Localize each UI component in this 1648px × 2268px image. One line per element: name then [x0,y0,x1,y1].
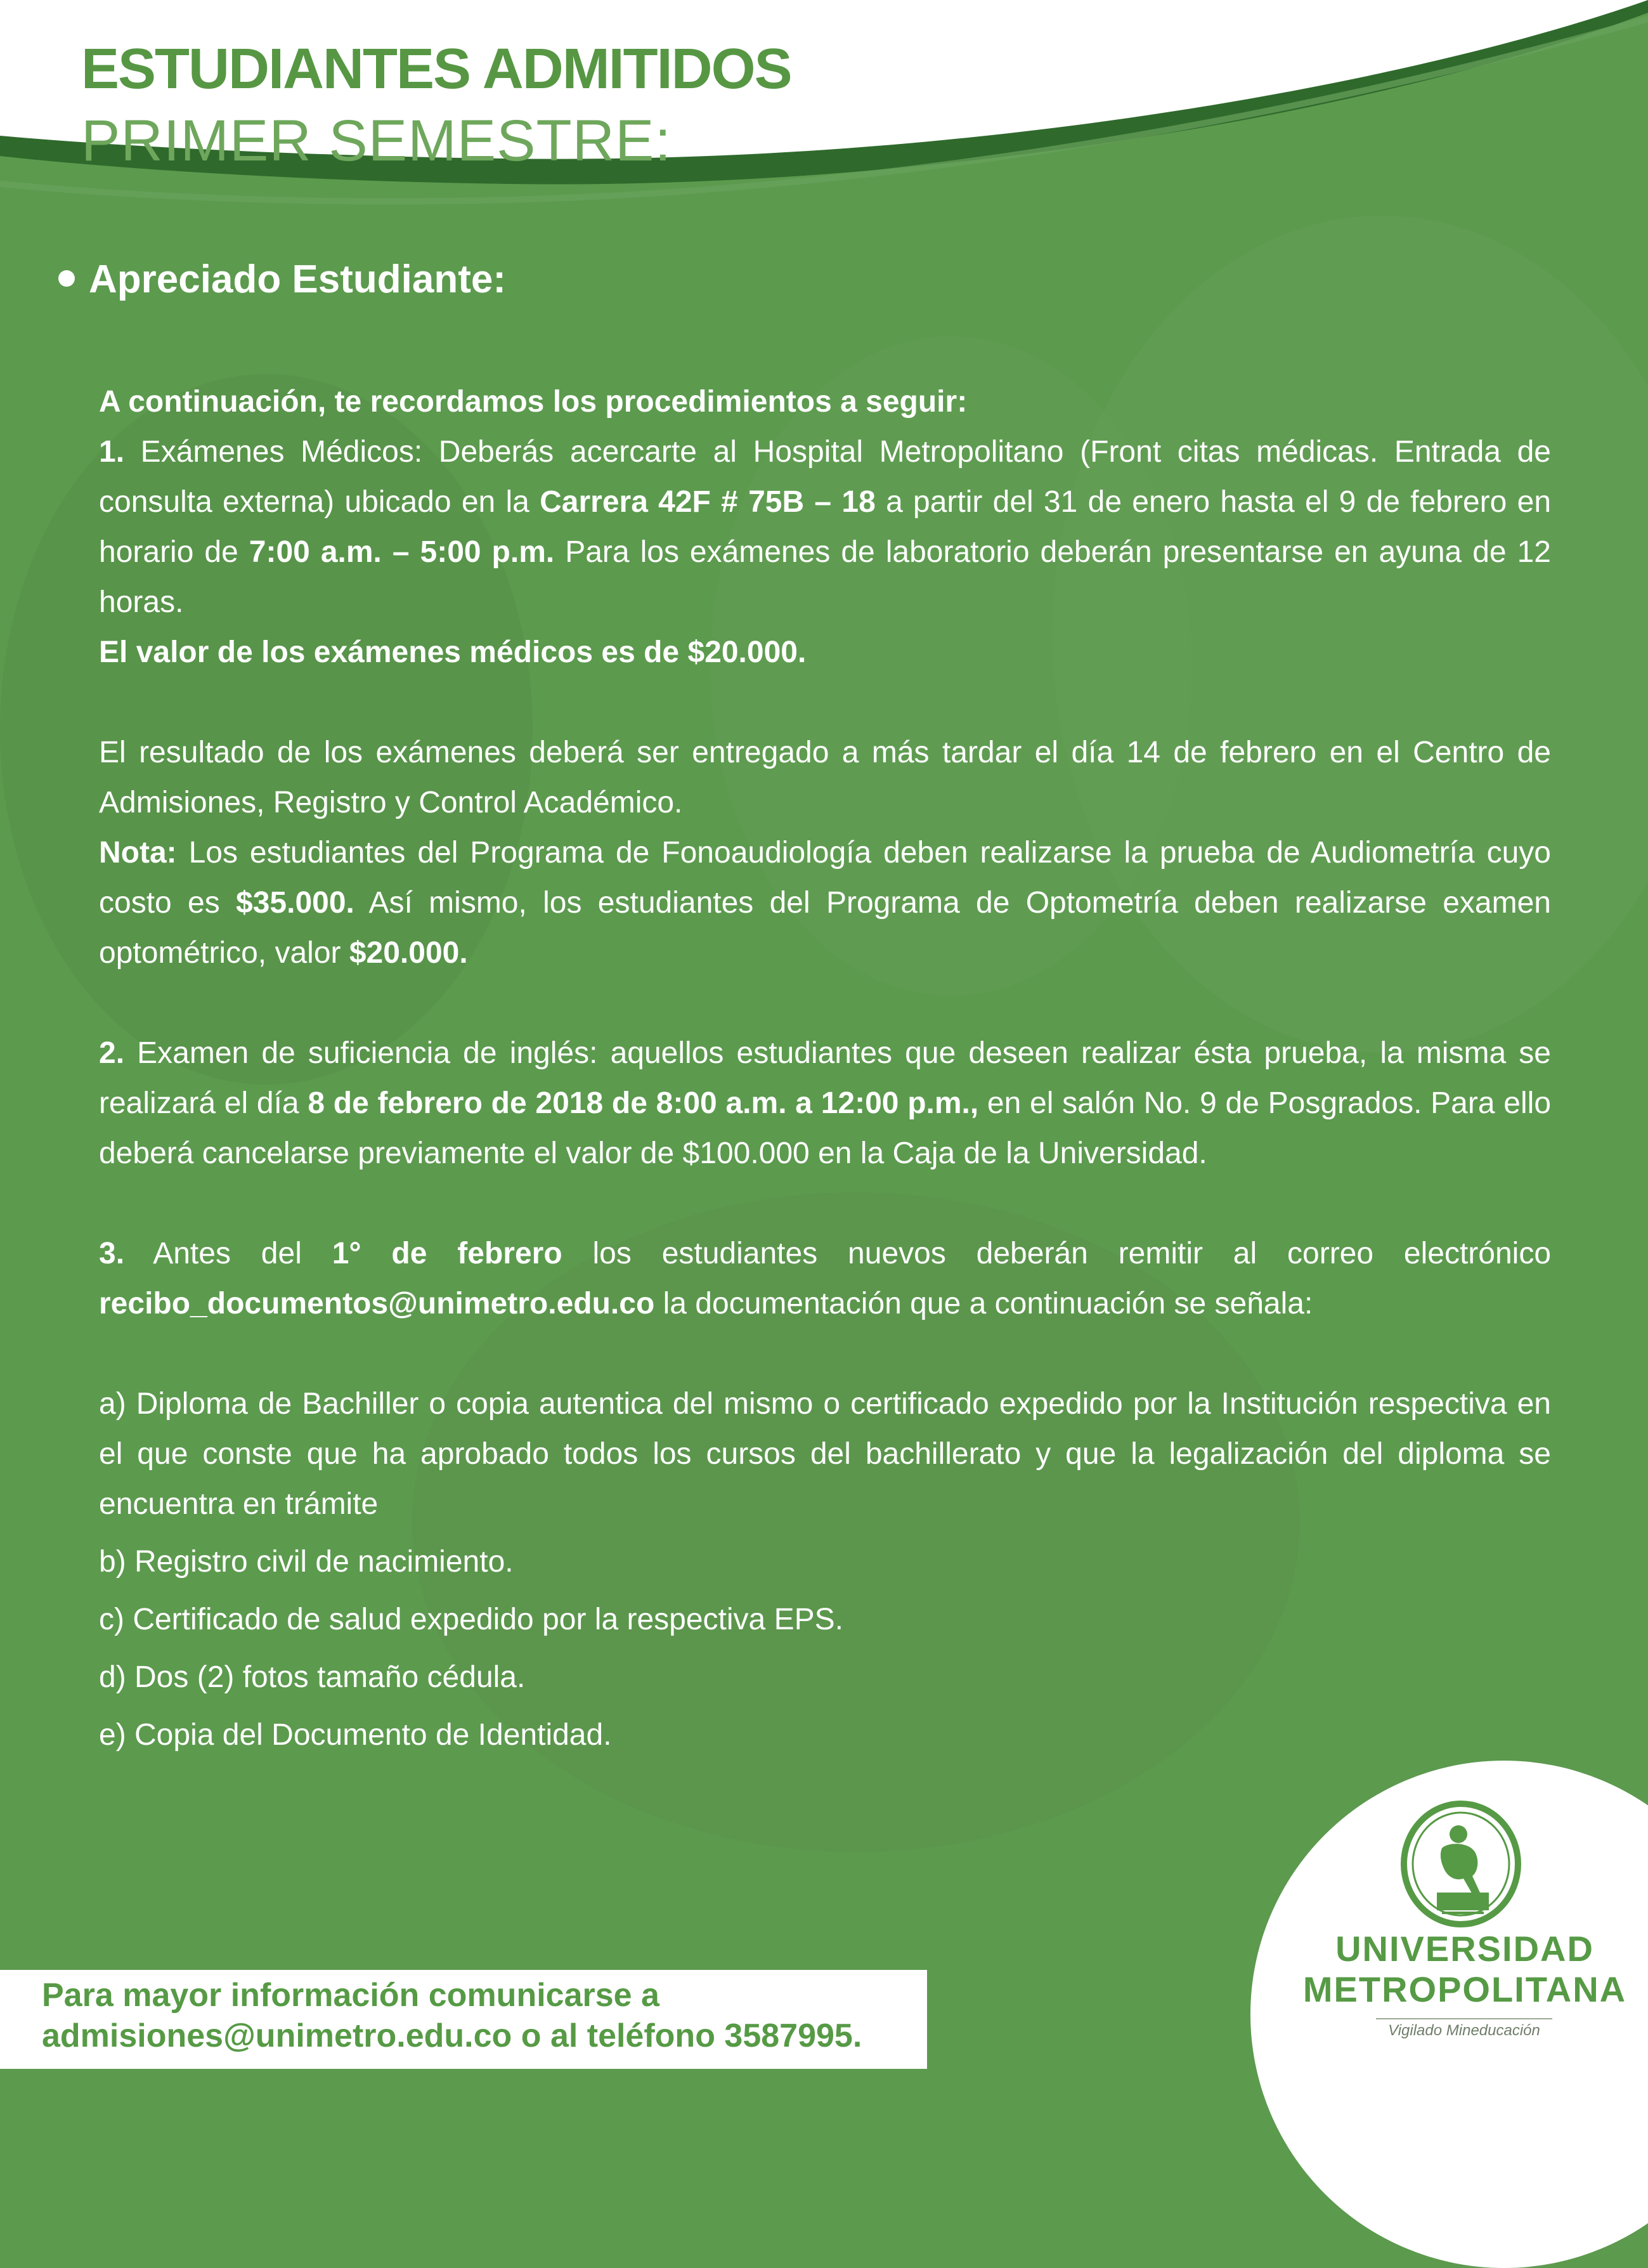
document-item: d) Dos (2) fotos tamaño cédula. [99,1660,526,1694]
contact-info [42,1975,862,2056]
item-1-medical-exams: 1. Exámenes Médicos: Deberás acercarte al Hospital Metropolitano (Front citas médicas. Entrada de consulta externa) ubicado en la Carrera 42F # 75B – 18 a partir del 31 de enero hasta el 9 de febrero en horario de 7:00 a.m. – 5:00 p.m. Para los exámenes de laboratorio deberán presentarse en ayuna de 12 horas. [99,435,1552,619]
documents-email-link[interactable]: recibo_documentos@unimetro.edu.co [99,1287,655,1320]
logo-tagline: Vigilado Mineducación [1376,2018,1552,2040]
note-text: Nota: Los estudiantes del Programa de Fonoaudiología deben realizarse la prueba de Audiometría cuyo costo es $35.000. Así mismo, los estudiantes del Programa de Optometría deben realizarse examen optométrico, valor $20.000. [99,836,1552,970]
intro-text: A continuación, te recordamos los procedimientos a seguir: [99,385,968,419]
page-subtitle: PRIMER SEMESTRE: [81,108,672,173]
greeting-text: Apreciado Estudiante: [89,257,506,301]
page-title: ESTUDIANTES ADMITIDOS [81,37,791,101]
thinker-emblem-icon [1398,1797,1524,1931]
logo-name-line-1: UNIVERSIDAD [1335,1929,1594,1969]
contact-line-2[interactable]: admisiones@unimetro.edu.co o al teléfono 3587995. [42,2017,862,2054]
contact-line-1: Para mayor información comunicarse a [42,1977,659,2014]
document-item: a) Diploma de Bachiller o copia autentica del mismo o certificado expedido por la Institución respectiva en el que conste que ha aprobado todos los cursos del bachillerato y que la legalización del diploma se encuentra en trámite [99,1387,1551,1521]
item-2-english-exam: 2. Examen de suficiencia de inglés: aquellos estudiantes que deseen realizar ésta prueba, la misma se realizará el día 8 de febrero de 2018 de 8:00 a.m. a 12:00 p.m., en el salón No. 9 de Posgrados. Para ello deberá cancelarse previamente el valor de $100.000 en la Caja de la Universidad. [99,1036,1552,1170]
item-3-documents: 3. Antes del 1° de febrero los estudiantes nuevos deberán remitir al correo electrónico recibo_documentos@unimetro.edu.co la documentación que a continuación se señala: [99,1237,1552,1320]
document-item: b) Registro civil de nacimiento. [99,1545,514,1579]
procedures-content [99,377,1551,1768]
bullet-icon [58,270,75,287]
results-delivery-text: El resultado de los exámenes deberá ser entregado a más tardar el día 14 de febrero en el Centro de Admisiones, Registro y Control Académico. [99,736,1551,819]
document-item: e) Copia del Documento de Identidad. [99,1718,612,1752]
medical-exams-price: El valor de los exámenes médicos es de $20.000. [99,635,807,669]
document-item: c) Certificado de salud expedido por la respectiva EPS. [99,1603,843,1636]
greeting [58,257,506,302]
logo-name-line-2: METROPOLITANA [1302,1969,1627,2009]
